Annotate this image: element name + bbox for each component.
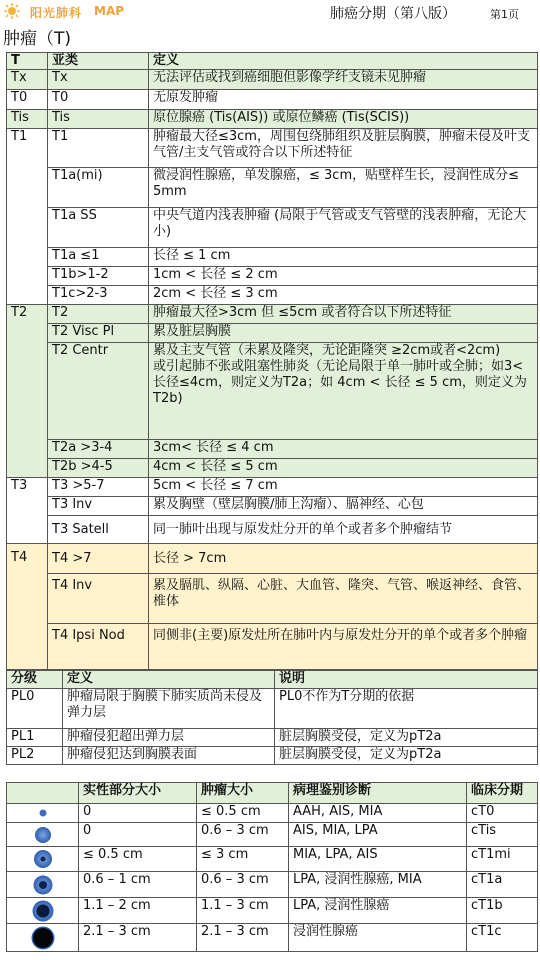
note-header: 说明	[275, 671, 538, 689]
definition-cell: 无原发肿瘤	[149, 90, 538, 110]
solid-size-header: 实性部分大小	[79, 783, 197, 804]
pleural-invasion-table	[6, 670, 538, 765]
subclass-cell: T1a SS	[48, 208, 149, 248]
grade-cell: PL0	[7, 689, 63, 729]
table-row	[7, 286, 538, 305]
clinical-stage-cell: cT1c	[467, 924, 538, 952]
definition-cell: 5cm < 长径 ≤ 7 cm	[149, 478, 538, 497]
solid-size-cell: ≤ 0.5 cm	[79, 847, 197, 872]
definition-cell: 3cm< 长径 ≤ 4 cm	[149, 440, 538, 459]
table-row	[7, 305, 538, 324]
subclass-cell: T3 >5-7	[48, 478, 149, 497]
t-cell: T2	[7, 305, 48, 478]
grade-cell: PL2	[7, 747, 63, 765]
table-row	[7, 574, 538, 624]
table-row	[7, 90, 538, 110]
definition-cell: 累及胸壁（壁层胸膜/肺上沟瘤）、膈神经、心包	[149, 497, 538, 516]
clinical-stage-cell: cTis	[467, 823, 538, 847]
clinical-stage-header: 临床分期	[467, 783, 538, 804]
subclass-cell: T1	[48, 129, 149, 168]
grade-header: 分级	[7, 671, 63, 689]
subclass-cell: T1b>1-2	[48, 267, 149, 286]
t-cell: T0	[7, 90, 48, 110]
table-row	[7, 804, 538, 823]
page-header	[0, 0, 540, 26]
nodule-size-table	[6, 782, 538, 952]
sun-logo-icon	[4, 3, 20, 19]
definition-line: 或引起肺不张或阻塞性肺炎（无论局限于单一肺叶或全肺；如3<长径≤4cm，则定义为T2a；如 4cm < 长径 ≤ 5 cm，则定义为T2b)	[153, 359, 527, 406]
definition-cell: 肿瘤最大径≤3cm，周围包绕肺组织及脏层胸膜，肿瘤未侵及叶支气管/主支气管或符合以下所述特征	[149, 129, 538, 168]
tumor-size-cell: 0.6 – 3 cm	[197, 823, 289, 847]
definition-cell: 1cm < 长径 ≤ 2 cm	[149, 267, 538, 286]
definition-header: 定义	[149, 53, 538, 70]
subclass-cell: T1a ≤1	[48, 248, 149, 267]
blue-circle-icon	[33, 825, 53, 845]
definition-cell	[149, 343, 538, 440]
table-row	[7, 208, 538, 248]
pathology-cell: 浸润性腺癌	[289, 924, 467, 952]
subclass-cell: T0	[48, 90, 149, 110]
nodule-icon-cell	[7, 804, 79, 823]
table-row	[7, 924, 538, 952]
table-row	[7, 823, 538, 847]
table-row	[7, 898, 538, 924]
table-row	[7, 129, 538, 168]
clinical-stage-cell: cT0	[467, 804, 538, 823]
nodule-icon-cell	[7, 898, 79, 924]
t-classification-table	[6, 52, 538, 670]
subclass-cell: T1a(mi)	[48, 168, 149, 208]
table-row	[7, 478, 538, 497]
tumor-size-cell: ≤ 0.5 cm	[197, 804, 289, 823]
definition-header: 定义	[63, 671, 275, 689]
subclass-cell: Tx	[48, 70, 149, 90]
definition-cell: 累及脏层胸膜	[149, 324, 538, 343]
pathology-cell: LPA, 浸润性腺癌, MIA	[289, 872, 467, 898]
definition-cell: 无法评估或找到癌细胞但影像学纤支镜未见肿瘤	[149, 70, 538, 90]
grade-cell: PL1	[7, 729, 63, 747]
pathology-cell: AAH, AIS, MIA	[289, 804, 467, 823]
tumor-size-cell: 0.6 – 3 cm	[197, 872, 289, 898]
subclass-cell: T2	[48, 305, 149, 324]
pathology-header: 病理鉴别诊断	[289, 783, 467, 804]
table-row	[7, 516, 538, 544]
t-header: T	[7, 53, 48, 70]
subclass-cell: T2a >3-4	[48, 440, 149, 459]
table-row	[7, 847, 538, 872]
tumor-size-cell: ≤ 3 cm	[197, 847, 289, 872]
table-row	[7, 729, 538, 747]
table-row	[7, 343, 538, 440]
definition-cell: 2cm < 长径 ≤ 3 cm	[149, 286, 538, 305]
table-row	[7, 168, 538, 208]
definition-cell: 中央气道内浅表肿瘤 (局限于气管或支气管壁的浅表肿瘤，无论大小)	[149, 208, 538, 248]
definition-cell: 肿瘤最大径>3cm 但 ≤5cm 或者符合以下所述特征	[149, 305, 538, 324]
solid-size-cell: 0.6 – 1 cm	[79, 872, 197, 898]
t-cell: Tis	[7, 110, 48, 129]
subclass-cell: T2 Visc Pl	[48, 324, 149, 343]
clinical-stage-cell: cT1a	[467, 872, 538, 898]
pathology-cell: AIS, MIA, LPA	[289, 823, 467, 847]
icon-header	[7, 783, 79, 804]
solid-size-cell: 0	[79, 823, 197, 847]
subclass-cell: T3 Satell	[48, 516, 149, 544]
solid-size-cell: 0	[79, 804, 197, 823]
black-circle-icon	[30, 925, 56, 951]
blue-circle-core-icon	[32, 874, 54, 896]
blue-circle-small-core-icon	[32, 848, 54, 870]
note-cell: 脏层胸膜受侵，定义为pT2a	[275, 729, 538, 747]
definition-cell: 同侧非(主要)原发灶所在肺叶内与原发灶分开的单个或者多个肿瘤	[149, 624, 538, 670]
definition-cell: 长径 > 7cm	[149, 544, 538, 574]
definition-cell: 肿瘤侵犯达到胸膜表面	[63, 747, 275, 765]
definition-cell: 微浸润性腺癌，单发腺癌，≤ 3cm，贴壁样生长，浸润性成分≤ 5mm	[149, 168, 538, 208]
table-row	[7, 459, 538, 478]
table-row	[7, 70, 538, 90]
definition-cell: 4cm < 长径 ≤ 5 cm	[149, 459, 538, 478]
tumor-size-header: 肿瘤大小	[197, 783, 289, 804]
definition-cell: 累及膈肌、纵隔、心脏、大血管、隆突、气管、喉返神经、食管、椎体	[149, 574, 538, 624]
table-row	[7, 440, 538, 459]
t-cell: T4	[7, 544, 48, 670]
nodule-icon-cell	[7, 847, 79, 872]
table-row	[7, 110, 538, 129]
table-row	[7, 544, 538, 574]
note-cell: 脏层胸膜受侵，定义为pT2a	[275, 747, 538, 765]
t-cell: T3	[7, 478, 48, 544]
subclass-cell: T4 >7	[48, 544, 149, 574]
clinical-stage-cell: cT1b	[467, 898, 538, 924]
brand-map: MAP	[94, 4, 125, 18]
subclass-cell: T3 Inv	[48, 497, 149, 516]
table-row	[7, 872, 538, 898]
tumor-size-cell: 2.1 – 3 cm	[197, 924, 289, 952]
t-cell: T1	[7, 129, 48, 305]
table-row	[7, 624, 538, 670]
table-row	[7, 497, 538, 516]
subclass-cell: T4 Inv	[48, 574, 149, 624]
small-blue-dot-icon	[38, 808, 48, 818]
blue-circle-large-core-icon	[31, 899, 55, 923]
pathology-cell: LPA, 浸润性腺癌	[289, 898, 467, 924]
subclass-cell: T2b >4-5	[48, 459, 149, 478]
clinical-stage-cell: cT1mi	[467, 847, 538, 872]
document-title: 肺癌分期（第八版）	[330, 6, 456, 22]
definition-cell: 长径 ≤ 1 cm	[149, 248, 538, 267]
definition-line: 累及主支气管（未累及隆突，无论距隆突 ≥2cm或者<2cm)	[153, 343, 501, 358]
page-number: 第1页	[490, 8, 519, 21]
nodule-icon-cell	[7, 823, 79, 847]
note-cell: PL0不作为T分期的依据	[275, 689, 538, 729]
nodule-icon-cell	[7, 924, 79, 952]
table-row	[7, 267, 538, 286]
definition-cell: 肿瘤侵犯超出弹力层	[63, 729, 275, 747]
tumor-size-cell: 1.1 – 3 cm	[197, 898, 289, 924]
brand-name: 阳光肺科	[30, 6, 83, 20]
table-row	[7, 248, 538, 267]
subclass-header: 亚类	[48, 53, 149, 70]
subclass-cell: T2 Centr	[48, 343, 149, 440]
pathology-cell: MIA, LPA, AIS	[289, 847, 467, 872]
subclass-cell: T1c>2-3	[48, 286, 149, 305]
subclass-cell: T4 Ipsi Nod	[48, 624, 149, 670]
solid-size-cell: 2.1 – 3 cm	[79, 924, 197, 952]
table-row	[7, 689, 538, 729]
section-title: 肿瘤（T)	[3, 29, 72, 49]
solid-size-cell: 1.1 – 2 cm	[79, 898, 197, 924]
table-row	[7, 324, 538, 343]
nodule-icon-cell	[7, 872, 79, 898]
subclass-cell: Tis	[48, 110, 149, 129]
definition-cell: 同一肺叶出现与原发灶分开的单个或者多个肿瘤结节	[149, 516, 538, 544]
table-row	[7, 747, 538, 765]
definition-cell: 原位腺癌 (Tis(AIS)) 或原位鳞癌 (Tis(SCIS))	[149, 110, 538, 129]
definition-cell: 肿瘤局限于胸膜下肺实质尚未侵及弹力层	[63, 689, 275, 729]
t-cell: Tx	[7, 70, 48, 90]
